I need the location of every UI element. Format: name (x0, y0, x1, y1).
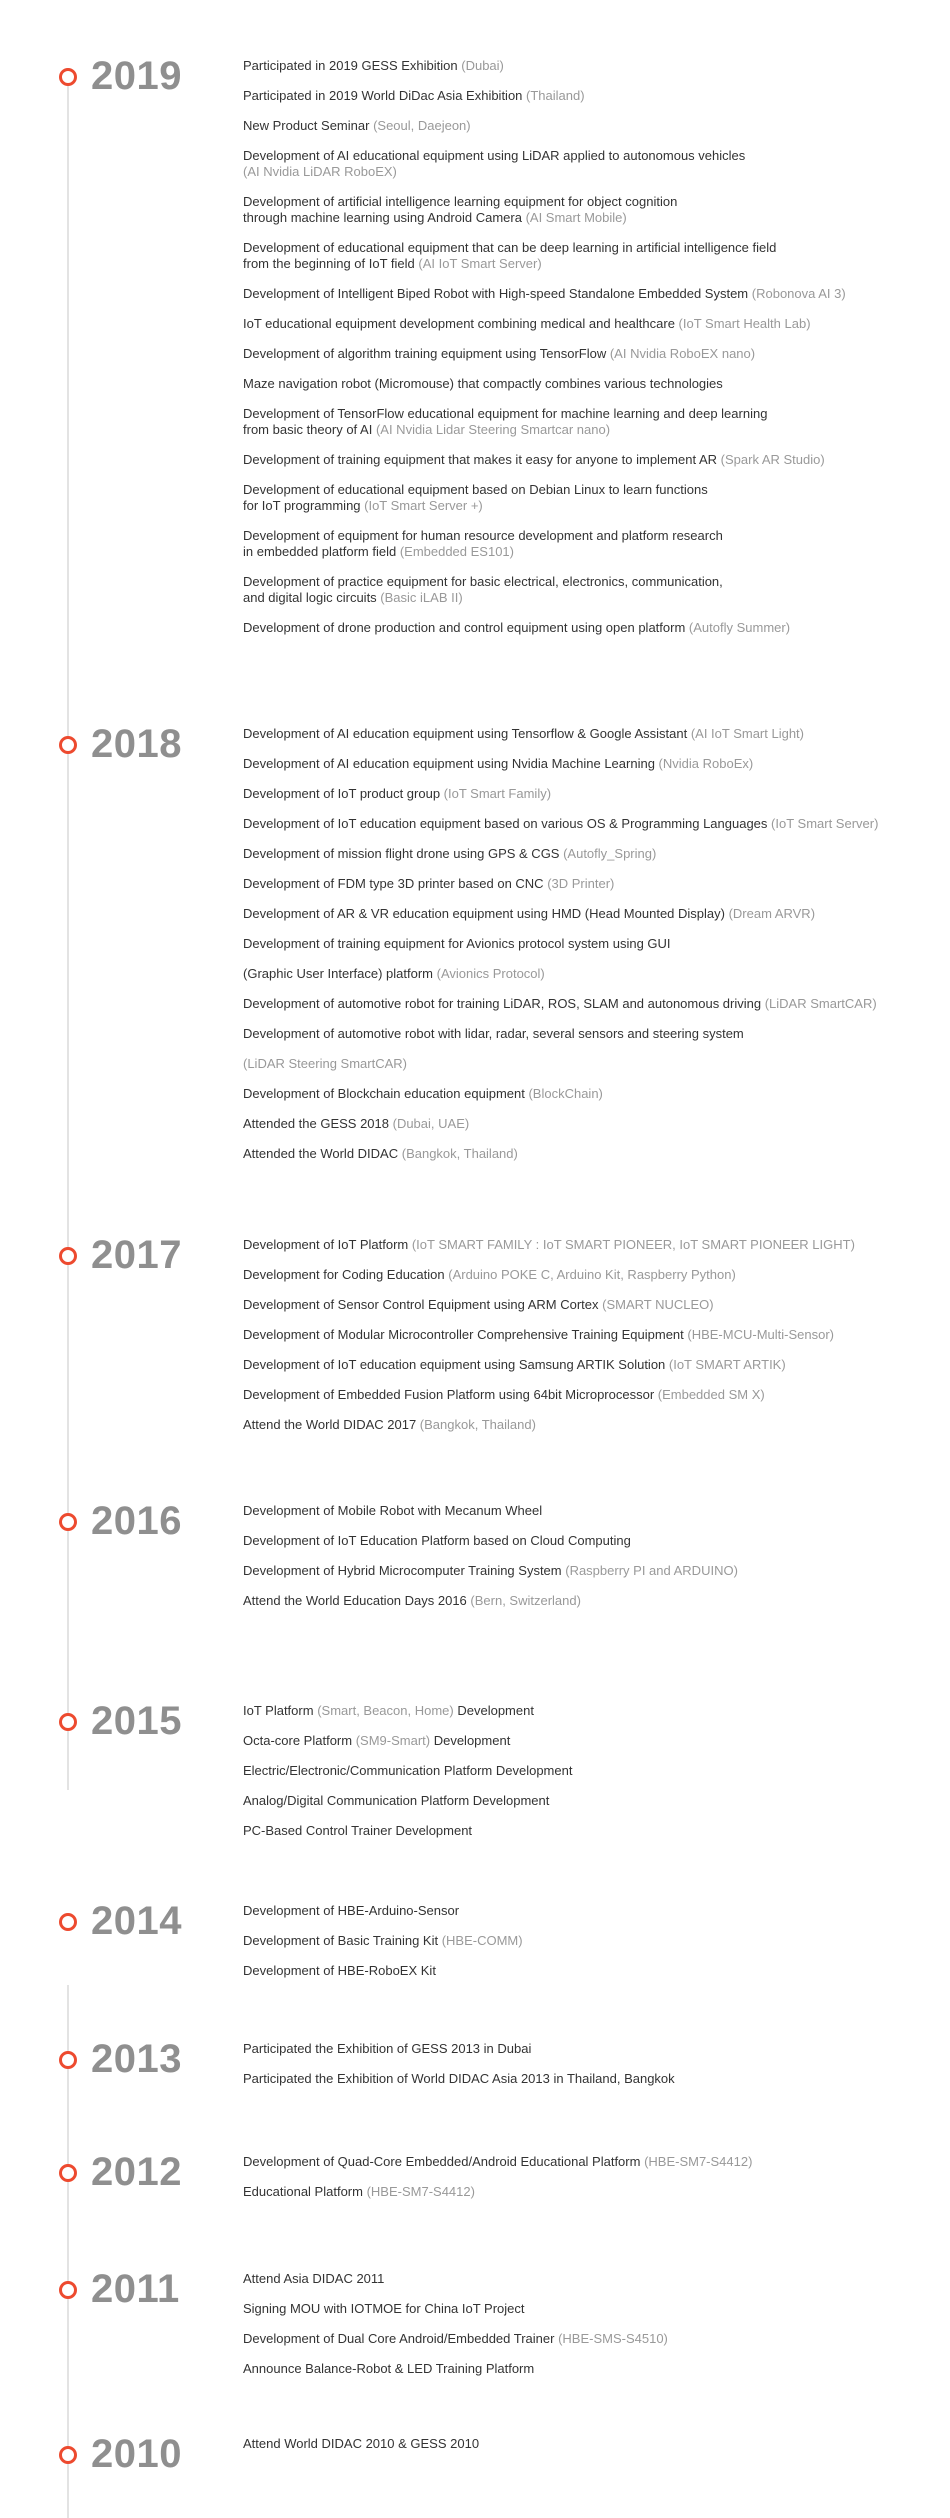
milestone-text: Development of training equipment for Avionics protocol system using GUI (243, 936, 671, 951)
timeline-dot-icon (59, 2281, 77, 2299)
milestone-detail: (Dubai, UAE) (392, 1116, 470, 1131)
milestone-line (243, 1793, 933, 1809)
milestone-text: Participated the Exhibition of World DIDAC Asia 2013 in Thailand, Bangkok (243, 2071, 675, 2086)
milestone-item (243, 786, 933, 802)
timeline-dot-icon (59, 2164, 77, 2182)
milestone-text: Development of AI education equipment using Tensorflow & Google Assistant (243, 726, 691, 741)
milestone-text: Attended the World DIDAC (243, 1146, 402, 1161)
milestone-detail: (AI Smart Mobile) (525, 210, 627, 225)
milestone-text: Educational Platform (243, 2184, 367, 2199)
milestone-line (243, 118, 933, 134)
milestone-text: New Product Seminar (243, 118, 374, 133)
milestone-list (243, 1703, 933, 1853)
milestone-item (243, 1823, 933, 1839)
milestone-item (243, 528, 933, 560)
milestone-detail: (AI Nvidia Lidar Steering Smartcar nano) (375, 422, 611, 437)
milestone-line (243, 498, 933, 514)
milestone-text: Development of Basic Training Kit (243, 1933, 442, 1948)
milestone-line (243, 2184, 933, 2200)
milestone-item (243, 1903, 933, 1919)
milestone-line (243, 2041, 933, 2057)
milestone-detail: (IoT SMART ARTIK) (668, 1357, 786, 1372)
milestone-item (243, 316, 933, 332)
milestone-line (243, 620, 933, 636)
milestone-list (243, 2271, 933, 2391)
milestone-text: PC-Based Control Trainer Development (243, 1823, 473, 1838)
milestone-line (243, 210, 933, 226)
milestone-line (243, 996, 933, 1012)
milestone-detail: (BlockChain) (528, 1086, 603, 1101)
milestone-item (243, 2154, 933, 2170)
milestone-text: Development of automotive robot for training LiDAR, ROS, SLAM and autonomous driving (243, 996, 765, 1011)
milestone-line (243, 164, 933, 180)
milestone-detail: (AI Nvidia RoboEX nano) (609, 346, 756, 361)
milestone-line (243, 756, 933, 772)
milestone-line (243, 1933, 933, 1949)
milestone-text: IoT educational equipment development combining medical and healthcare (243, 316, 679, 331)
milestone-line (243, 2071, 933, 2087)
milestone-line (243, 1763, 933, 1779)
milestone-text: from basic theory of AI (243, 422, 376, 437)
milestone-text: Development of educational equipment based on Debian Linux to learn functions (243, 482, 708, 497)
milestone-line (243, 1116, 933, 1132)
timeline-line (67, 72, 69, 1790)
milestone-line (243, 376, 933, 392)
milestone-item (243, 240, 933, 272)
milestone-line (243, 58, 933, 74)
milestone-item (243, 452, 933, 468)
timeline-dot-icon (59, 68, 77, 86)
milestone-item (243, 2071, 933, 2087)
milestone-line (243, 2301, 933, 2317)
milestone-line (243, 1387, 933, 1403)
milestone-text: Development of Quad-Core Embedded/Android Educational Platform (243, 2154, 645, 2169)
year-heading: 2012 (91, 2150, 182, 2194)
milestone-text: Development of HBE-RoboEX Kit (243, 1963, 436, 1978)
milestone-item (243, 1086, 933, 1102)
milestone-line (243, 194, 933, 210)
milestone-list (243, 1237, 933, 1447)
milestone-text: Maze navigation robot (Micromouse) that compactly combines various technologies (243, 376, 723, 391)
milestone-detail: (LiDAR Steering SmartCAR) (243, 1056, 407, 1071)
year-heading: 2018 (91, 722, 182, 766)
milestone-text: Development of Sensor Control Equipment using ARM Cortex (243, 1297, 603, 1312)
milestone-text: Development of Dual Core Android/Embedded Trainer (243, 2331, 559, 2346)
milestone-item (243, 2436, 933, 2452)
milestone-item (243, 936, 933, 952)
milestone-line (243, 1593, 933, 1609)
milestone-detail: (HBE-SM7-S4412) (644, 2154, 753, 2169)
milestone-detail: (Seoul, Daejeon) (373, 118, 471, 133)
milestone-item (243, 726, 933, 742)
year-heading: 2015 (91, 1699, 182, 1743)
milestone-detail: (AI IoT Smart Server) (418, 256, 542, 271)
milestone-detail: (Raspberry PI and ARDUINO) (565, 1563, 738, 1578)
milestone-text: Development of TensorFlow educational equipment for machine learning and deep learning (243, 406, 768, 421)
timeline-dot-icon (59, 2051, 77, 2069)
milestone-text: Development of IoT Education Platform based on Cloud Computing (243, 1533, 631, 1548)
milestone-text: Development of IoT Platform (243, 1237, 412, 1252)
milestone-item (243, 482, 933, 514)
milestone-text: Development of Modular Microcontroller Comprehensive Training Equipment (243, 1327, 688, 1342)
milestone-text: Attend the World Education Days 2016 (243, 1593, 471, 1608)
milestone-detail: (AI IoT Smart Light) (690, 726, 804, 741)
milestone-text: Participated in 2019 World DiDac Asia Exhibition (243, 88, 527, 103)
milestone-detail: (3D Printer) (547, 876, 615, 891)
milestone-text: Development of IoT education equipment based on various OS & Programming Languages (243, 816, 772, 831)
milestone-text: Development of algorithm training equipment using TensorFlow (243, 346, 610, 361)
milestone-detail: (Robonova AI 3) (751, 286, 846, 301)
milestone-detail: (AI Nvidia LiDAR RoboEX) (243, 164, 397, 179)
milestone-item (243, 906, 933, 922)
milestone-text: for IoT programming (243, 498, 365, 513)
milestone-detail: (IoT SMART FAMILY : IoT SMART PIONEER, IoT SMART PIONEER LIGHT) (411, 1237, 855, 1252)
year-heading: 2010 (91, 2432, 182, 2476)
milestone-item (243, 2041, 933, 2057)
milestone-list (243, 2436, 933, 2466)
milestone-detail: (Autofly Summer) (688, 620, 791, 635)
milestone-line (243, 286, 933, 302)
milestone-text: Development of HBE-Arduino-Sensor (243, 1903, 460, 1918)
milestone-detail: (SM9-Smart) (355, 1733, 431, 1748)
milestone-text: Development of AI educational equipment using LiDAR applied to autonomous vehicles (243, 148, 746, 163)
milestone-text: Development of Embedded Fusion Platform using 64bit Microprocessor (243, 1387, 658, 1402)
milestone-line (243, 88, 933, 104)
year-heading: 2017 (91, 1233, 182, 1277)
milestone-text: Analog/Digital Communication Platform Development (243, 1793, 550, 1808)
milestone-text: Development for Coding Education (243, 1267, 449, 1282)
milestone-text: Octa-core Platform (243, 1733, 356, 1748)
milestone-item (243, 1357, 933, 1373)
milestone-line (243, 1503, 933, 1519)
milestone-item (243, 1146, 933, 1162)
year-heading: 2019 (91, 54, 182, 98)
milestone-item (243, 286, 933, 302)
milestone-item (243, 2301, 933, 2317)
milestone-line (243, 816, 933, 832)
milestone-detail: (Avionics Protocol) (436, 966, 545, 981)
milestone-list (243, 2041, 933, 2101)
milestone-text: Attend Asia DIDAC 2011 (243, 2271, 385, 2286)
milestone-line (243, 1146, 933, 1162)
milestone-line (243, 1267, 933, 1283)
milestone-item (243, 58, 933, 74)
milestone-detail: (Bangkok, Thailand) (419, 1417, 536, 1432)
milestone-item (243, 756, 933, 772)
milestone-item (243, 1297, 933, 1313)
milestone-line (243, 2436, 933, 2452)
milestone-text: Participated the Exhibition of GESS 2013 in Dubai (243, 2041, 532, 2056)
milestone-text: Development of AI education equipment using Nvidia Machine Learning (243, 756, 659, 771)
milestone-text: Development of IoT product group (243, 786, 444, 801)
milestone-line (243, 1703, 933, 1719)
milestone-line (243, 876, 933, 892)
milestone-line (243, 1086, 933, 1102)
milestone-line (243, 256, 933, 272)
milestone-item (243, 2361, 933, 2377)
timeline-dot-icon (59, 1913, 77, 1931)
milestone-line (243, 1963, 933, 1979)
milestone-item (243, 1733, 933, 1749)
milestone-item (243, 406, 933, 438)
milestone-text: Development of Mobile Robot with Mecanum Wheel (243, 1503, 543, 1518)
milestone-detail: (IoT Smart Server +) (364, 498, 483, 513)
milestone-line (243, 1563, 933, 1579)
milestone-item (243, 1763, 933, 1779)
milestone-line (243, 482, 933, 498)
milestone-text: Development of drone production and control equipment using open platform (243, 620, 689, 635)
milestone-text-suffix: Development (430, 1733, 511, 1748)
timeline-dot-icon (59, 2446, 77, 2464)
milestone-line (243, 1327, 933, 1343)
milestone-line (243, 406, 933, 422)
milestone-text: Participated in 2019 GESS Exhibition (243, 58, 462, 73)
milestone-text: Development of Intelligent Biped Robot with High-speed Standalone Embedded System (243, 286, 752, 301)
milestone-detail: (HBE-SMS-S4510) (558, 2331, 668, 2346)
milestone-line (243, 1823, 933, 1839)
milestone-line (243, 528, 933, 544)
milestone-line (243, 846, 933, 862)
milestone-item (243, 88, 933, 104)
milestone-item (243, 966, 933, 982)
milestone-text: Signing MOU with IOTMOE for China IoT Project (243, 2301, 525, 2316)
milestone-detail: (Spark AR Studio) (720, 452, 825, 467)
milestone-detail: (Dubai) (461, 58, 504, 73)
milestone-item (243, 1593, 933, 1609)
milestone-detail: (HBE-COMM) (441, 1933, 523, 1948)
milestone-line (243, 574, 933, 590)
milestone-item (243, 996, 933, 1012)
milestone-list (243, 2154, 933, 2214)
milestone-item (243, 876, 933, 892)
milestone-item (243, 574, 933, 606)
milestone-text: Development of training equipment that makes it easy for anyone to implement AR (243, 452, 721, 467)
milestone-line (243, 1026, 933, 1042)
milestone-text: through machine learning using Android Camera (243, 210, 526, 225)
milestone-text: Development of automotive robot with lidar, radar, several sensors and steering system (243, 1026, 744, 1041)
milestone-line (243, 148, 933, 164)
milestone-text: Development of AR & VR education equipment using HMD (Head Mounted Display) (243, 906, 729, 921)
milestone-line (243, 240, 933, 256)
milestone-line (243, 452, 933, 468)
milestone-item (243, 1933, 933, 1949)
milestone-detail: (Nvidia RoboEx) (658, 756, 754, 771)
milestone-detail: (Embedded ES101) (399, 544, 514, 559)
milestone-detail: (HBE-MCU-Multi-Sensor) (687, 1327, 834, 1342)
milestone-line (243, 2154, 933, 2170)
milestone-text: (Graphic User Interface) platform (243, 966, 437, 981)
milestone-item (243, 1417, 933, 1433)
milestone-detail: (IoT Smart Health Lab) (678, 316, 811, 331)
milestone-line (243, 1417, 933, 1433)
milestone-item (243, 1116, 933, 1132)
milestone-detail: (Arduino POKE C, Arduino Kit, Raspberry Python) (448, 1267, 736, 1282)
milestone-line (243, 590, 933, 606)
milestone-line (243, 726, 933, 742)
milestone-text: Development of educational equipment that can be deep learning in artificial intelligence field (243, 240, 777, 255)
timeline-dot-icon (59, 1713, 77, 1731)
milestone-item (243, 194, 933, 226)
timeline-dot-icon (59, 1247, 77, 1265)
milestone-line (243, 544, 933, 560)
milestone-line (243, 346, 933, 362)
milestone-line (243, 422, 933, 438)
milestone-text: Development of IoT education equipment using Samsung ARTIK Solution (243, 1357, 669, 1372)
milestone-detail: (Bangkok, Thailand) (401, 1146, 518, 1161)
milestone-list (243, 58, 933, 650)
milestone-item (243, 1793, 933, 1809)
milestone-detail: (Thailand) (526, 88, 585, 103)
milestone-item (243, 1267, 933, 1283)
milestone-text: IoT Platform (243, 1703, 318, 1718)
milestone-item (243, 1563, 933, 1579)
milestone-detail: (IoT Smart Server) (771, 816, 879, 831)
milestone-item (243, 346, 933, 362)
milestone-line (243, 2331, 933, 2347)
milestone-line (243, 1357, 933, 1373)
milestone-line (243, 1903, 933, 1919)
year-heading: 2014 (91, 1899, 182, 1943)
milestone-line (243, 966, 933, 982)
milestone-text: Attended the GESS 2018 (243, 1116, 393, 1131)
milestone-text: Attend the World DIDAC 2017 (243, 1417, 420, 1432)
milestone-list (243, 1903, 933, 1993)
milestone-item (243, 1026, 933, 1042)
milestone-detail: (IoT Smart Family) (443, 786, 552, 801)
milestone-item (243, 2331, 933, 2347)
milestone-item (243, 118, 933, 134)
milestone-text: Announce Balance-Robot & LED Training Platform (243, 2361, 535, 2376)
milestone-item (243, 620, 933, 636)
milestone-line (243, 936, 933, 952)
year-heading: 2016 (91, 1499, 182, 1543)
milestone-item (243, 2184, 933, 2200)
milestone-text: Electric/Electronic/Communication Platform Development (243, 1763, 573, 1778)
milestone-detail: (Bern, Switzerland) (470, 1593, 581, 1608)
milestone-text-suffix: Development (453, 1703, 534, 1718)
milestone-text: Development of practice equipment for basic electrical, electronics, communication, (243, 574, 723, 589)
milestone-line (243, 1533, 933, 1549)
milestone-item (243, 2271, 933, 2287)
milestone-item (243, 148, 933, 180)
milestone-text: Development of FDM type 3D printer based on CNC (243, 876, 548, 891)
milestone-detail: (LiDAR SmartCAR) (764, 996, 877, 1011)
milestone-line (243, 2271, 933, 2287)
milestone-item (243, 1327, 933, 1343)
milestone-line (243, 786, 933, 802)
milestone-line (243, 1297, 933, 1313)
milestone-text: in embedded platform field (243, 544, 400, 559)
year-heading: 2011 (91, 2267, 180, 2311)
milestone-line (243, 2361, 933, 2377)
milestone-item (243, 816, 933, 832)
milestone-text: Development of equipment for human resource development and platform research (243, 528, 723, 543)
milestone-item (243, 1533, 933, 1549)
milestone-line (243, 1733, 933, 1749)
milestone-line (243, 906, 933, 922)
milestone-list (243, 1503, 933, 1623)
milestone-item (243, 1703, 933, 1719)
milestone-item (243, 1387, 933, 1403)
timeline-dot-icon (59, 1513, 77, 1531)
milestone-line (243, 316, 933, 332)
milestone-detail: (SMART NUCLEO) (602, 1297, 714, 1312)
timeline-dot-icon (59, 736, 77, 754)
milestone-text: Development of mission flight drone using GPS & CGS (243, 846, 564, 861)
milestone-line (243, 1056, 933, 1072)
milestone-item (243, 1503, 933, 1519)
milestone-item (243, 1963, 933, 1979)
milestone-list (243, 726, 933, 1176)
milestone-text: and digital logic circuits (243, 590, 381, 605)
milestone-text: Development of Blockchain education equipment (243, 1086, 529, 1101)
milestone-text: Development of Hybrid Microcomputer Training System (243, 1563, 566, 1578)
milestone-text: from the beginning of IoT field (243, 256, 419, 271)
milestone-detail: (Dream ARVR) (728, 906, 816, 921)
milestone-item (243, 376, 933, 392)
milestone-detail: (Basic iLAB II) (380, 590, 463, 605)
year-heading: 2013 (91, 2037, 182, 2081)
milestone-text: Development of artificial intelligence learning equipment for object cognition (243, 194, 678, 209)
milestone-item (243, 1056, 933, 1072)
milestone-line (243, 1237, 933, 1253)
milestone-text: Attend World DIDAC 2010 & GESS 2010 (243, 2436, 480, 2451)
milestone-item (243, 1237, 933, 1253)
milestone-detail: (Smart, Beacon, Home) (317, 1703, 454, 1718)
milestone-detail: (Embedded SM X) (657, 1387, 765, 1402)
milestone-item (243, 846, 933, 862)
milestone-detail: (HBE-SM7-S4412) (366, 2184, 475, 2199)
milestone-detail: (Autofly_Spring) (563, 846, 657, 861)
